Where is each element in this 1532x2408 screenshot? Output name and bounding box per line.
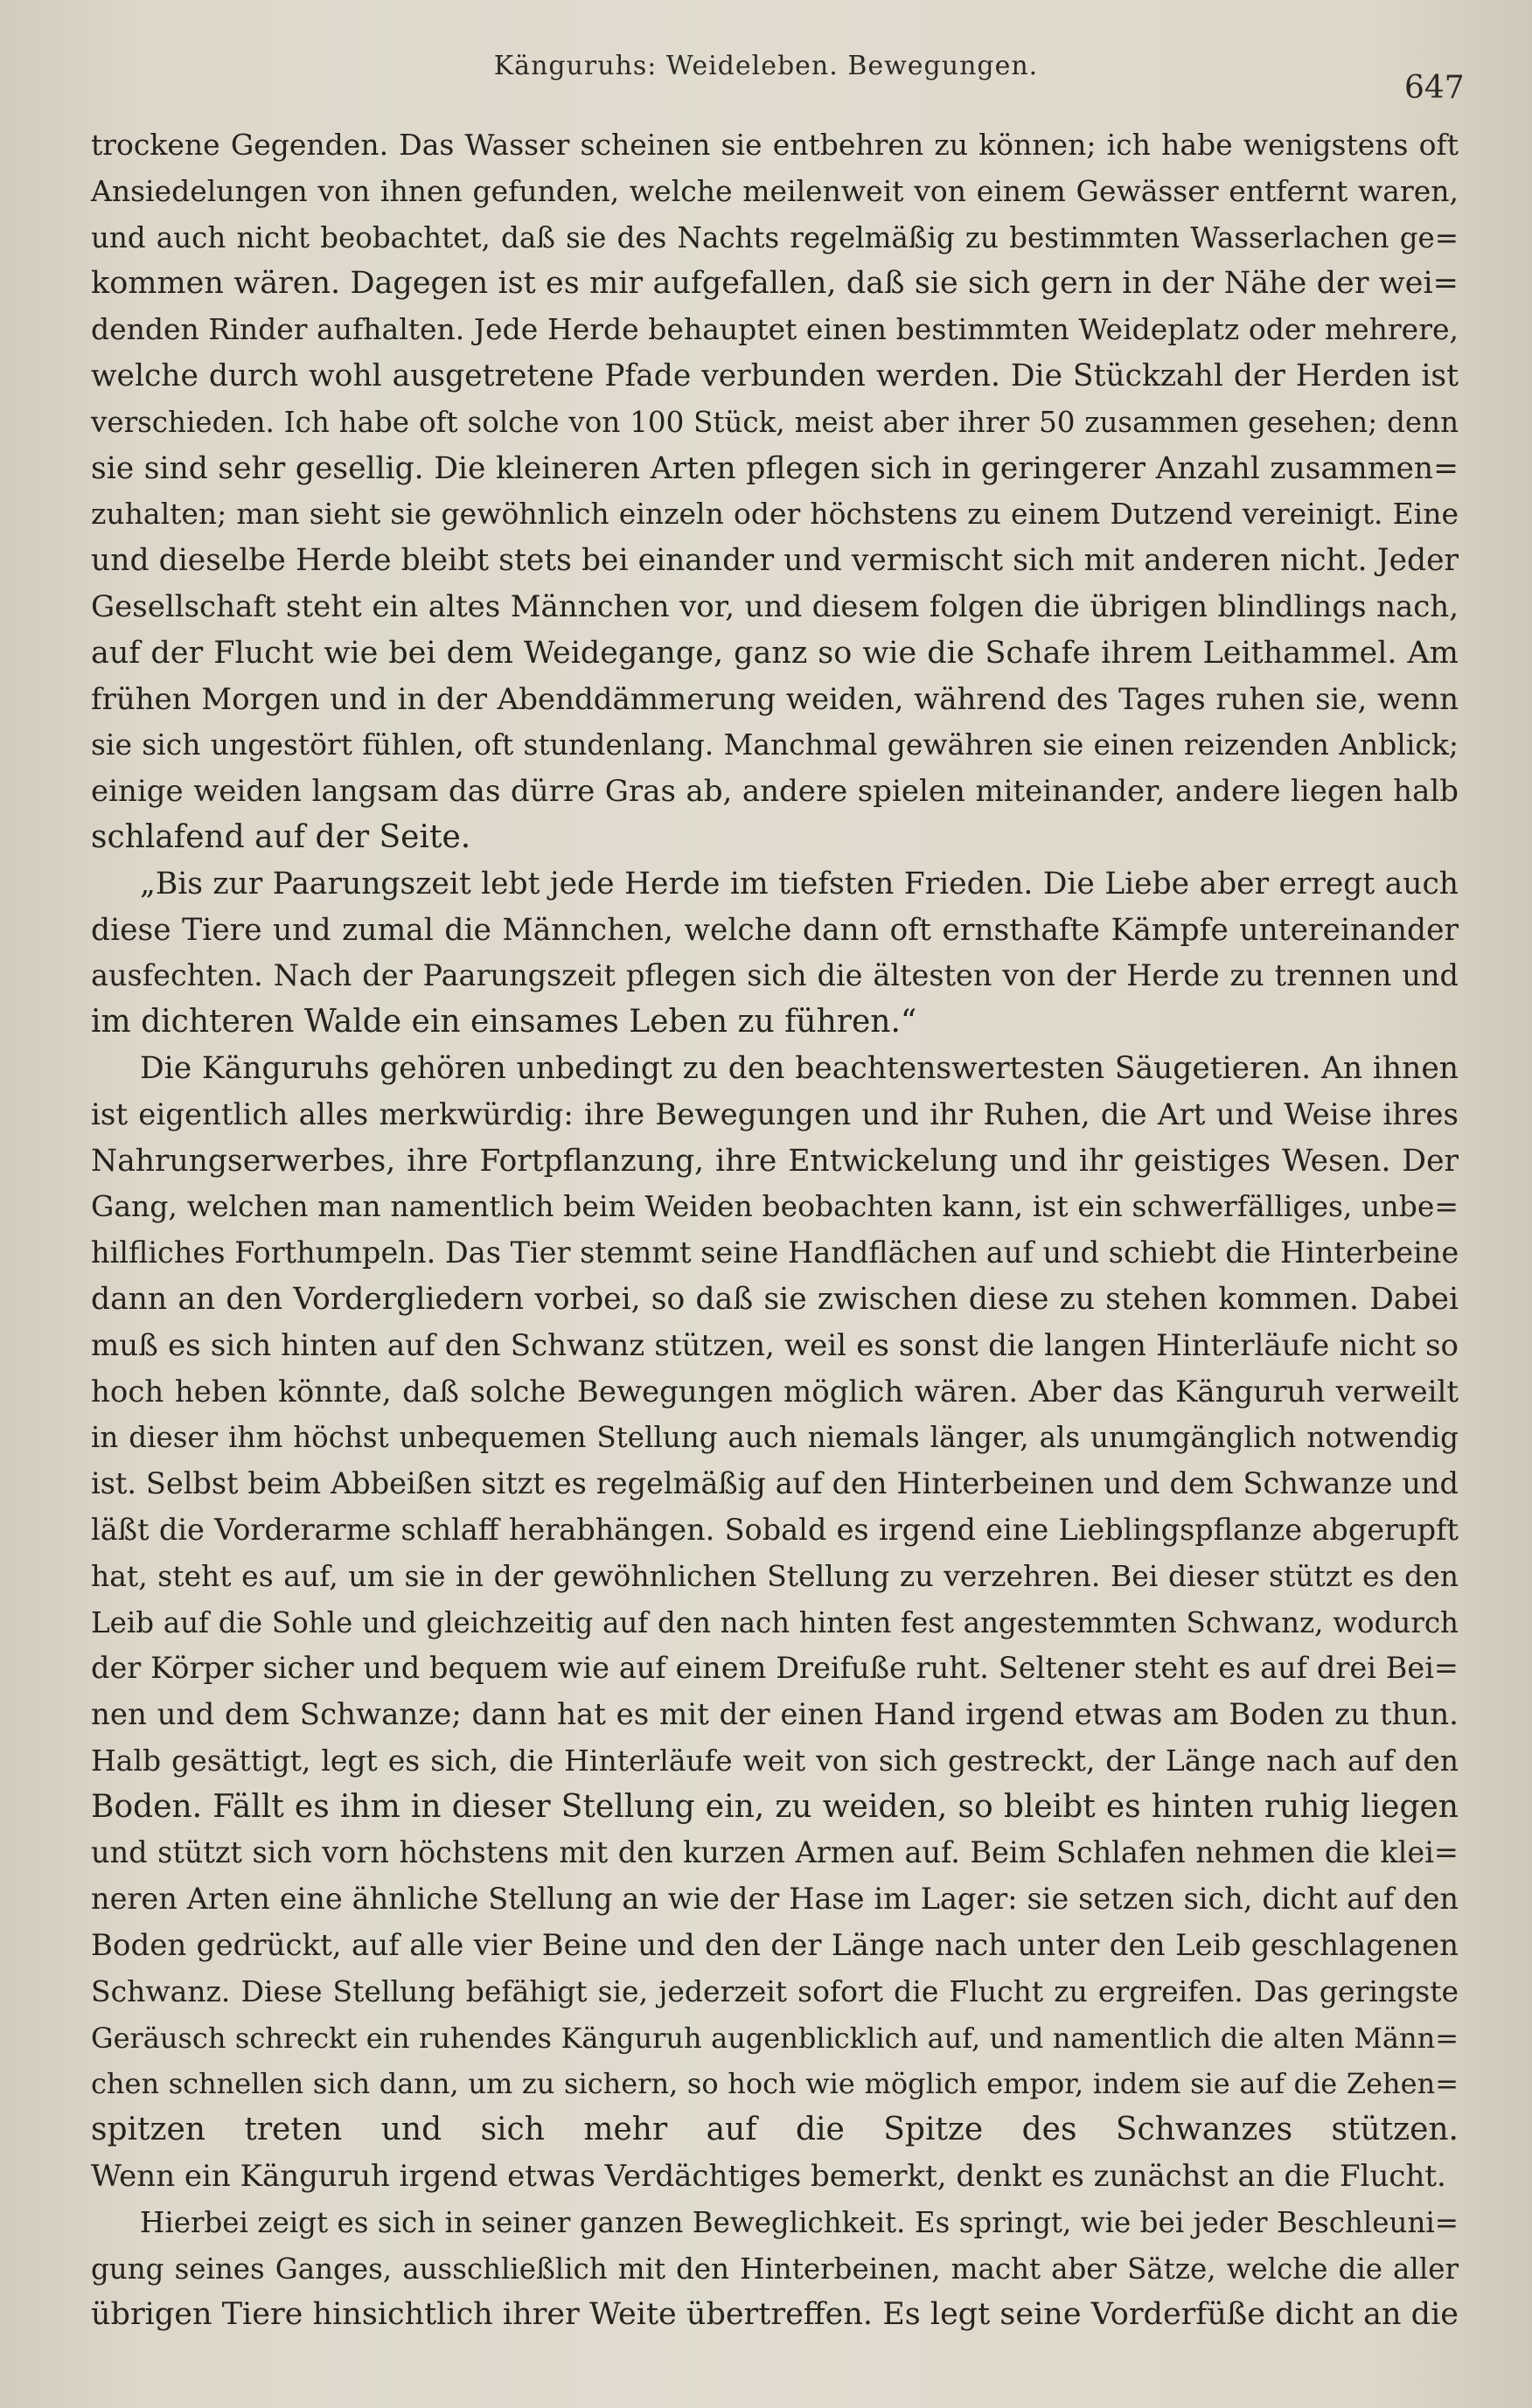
text-line: Wenn ein Känguruh irgend etwas Verdächtiges bemerkt, denkt es zunächst an die Flucht. (91, 2159, 1446, 2195)
text-line: sie sich ungestört fühlen, oft stundenlang. Manchmal gewähren sie einen reizenden Anblick; (91, 727, 1459, 762)
text-line: in dieser ihm höchst unbequemen Stellung auch niemals länger, als unumgänglich notwendig (91, 1421, 1459, 1455)
text-line: welche durch wohl ausgetretene Pfade verbunden werden. Die Stückzahl der Herden ist (91, 358, 1459, 393)
text-line: hat, steht es auf, um sie in der gewöhnlichen Stellung zu verzehren. Bei dieser stützt es den (91, 1558, 1459, 1593)
text-line: übrigen Tiere hinsichtlich ihrer Weite übertreffen. Es legt seine Vorderfüße dicht an die (91, 2297, 1459, 2333)
text-line: und stützt sich vorn höchstens mit den kurzen Armen auf. Beim Schlafen nehmen die klei= (91, 1835, 1459, 1870)
text-line: Leib auf die Sohle und gleichzeitig auf den nach hinten fest angestemmten Schwanz, wodurch (91, 1605, 1459, 1639)
text-line: Boden gedrückt, auf alle vier Beine und den der Länge nach unter den Leib geschlagenen (91, 1928, 1459, 1964)
text-line: schlafend auf der Seite. (91, 818, 471, 855)
text-line: ist eigentlich alles merkwürdig: ihre Bewegungen und ihr Ruhen, die Art und Weise ihres (91, 1096, 1459, 1132)
text-line: Nahrungserwerbes, ihre Fortpflanzung, ihre Entwickelung und ihr geistiges Wesen. Der (91, 1143, 1459, 1179)
text-line: denden Rinder aufhalten. Jede Herde behauptet einen bestimmten Weideplatz oder mehrere, (91, 312, 1459, 347)
text-line: läßt die Vorderarme schlaff herabhängen. Sobald es irgend eine Lieblingspflanze abgerupft (91, 1512, 1459, 1547)
text-line: chen schnellen sich dann, um zu sichern, so hoch wie möglich empor, indem sie auf die Zehen= (91, 2067, 1459, 2101)
text-line: Boden. Fällt es ihm in dieser Stellung ein, zu weiden, so bleibt es hinten ruhig liegen (91, 1788, 1459, 1825)
text-line: verschieden. Ich habe oft solche von 100 Stück, meist aber ihrer 50 zusammen gesehen; denn (91, 405, 1459, 439)
text-line: hilfliches Forthumpeln. Das Tier stemmt seine Handflächen auf und schiebt die Hinterbeine (91, 1235, 1459, 1270)
text-line: ist. Selbst beim Abbeißen sitzt es regelmäßig auf den Hinterbeinen und dem Schwanze und (91, 1466, 1459, 1501)
text-line: dann an den Vordergliedern vorbei, so daß sie zwischen diese zu stehen kommen. Dabei (91, 1281, 1459, 1317)
text-line: Hierbei zeigt es sich in seiner ganzen Beweglichkeit. Es springt, wie bei jeder Beschleuni= (140, 2205, 1459, 2239)
text-line: sie sind sehr gesellig. Die kleineren Arten pflegen sich in geringerer Anzahl zusammen= (91, 450, 1459, 486)
text-line: Die Känguruhs gehören unbedingt zu den beachtenswertesten Säugetieren. An ihnen (140, 1050, 1459, 1086)
text-line: hoch heben könnte, daß solche Bewegungen möglich wären. Aber das Känguruh verweilt (91, 1374, 1459, 1409)
text-line: Ansiedelungen von ihnen gefunden, welche meilenweit von einem Gewässer entfernt waren, (91, 173, 1459, 208)
text-line: kommen wären. Dagegen ist es mir aufgefallen, daß sie sich gern in der Nähe der wei= (91, 266, 1459, 302)
text-line: „Bis zur Paarungszeit lebt jede Herde im tiefsten Frieden. Die Liebe aber erregt auch (140, 866, 1459, 901)
text-line: auf der Flucht wie bei dem Weidegange, ganz so wie die Schafe ihrem Leithammel. Am (91, 635, 1459, 671)
text-line: und auch nicht beobachtet, daß sie des Nachts regelmäßig zu bestimmten Wasserlachen ge= (91, 220, 1459, 254)
text-line: trockene Gegenden. Das Wasser scheinen sie entbehren zu können; ich habe wenigstens oft (91, 128, 1459, 162)
text-line (91, 2338, 1459, 2384)
text-line: ausfechten. Nach der Paarungszeit pflegen sich die ältesten von der Herde zu trennen und (91, 958, 1459, 993)
text-line: spitzen treten und sich mehr auf die Spitze des Schwanzes stützen. (91, 2112, 1459, 2148)
text-line: neren Arten eine ähnliche Stellung an wie der Hase im Lager: sie setzen sich, dicht auf den (91, 1882, 1459, 1917)
running-head: Känguruhs: Weideleben. Bewegungen. (493, 51, 1039, 81)
text-line: nen und dem Schwanze; dann hat es mit der einen Hand irgend etwas am Boden zu thun. (91, 1697, 1459, 1733)
text-line: der Körper sicher und bequem wie auf einem Dreifuße ruht. Seltener steht es auf drei Bei= (91, 1651, 1459, 1686)
text-line: diese Tiere und zumal die Männchen, welche dann oft ernsthafte Kämpfe untereinander (91, 912, 1459, 948)
text-line: und dieselbe Herde bleibt stets bei einander und vermischt sich mit anderen nicht. Jeder (91, 543, 1459, 579)
text-line: Gang, welchen man namentlich beim Weiden beobachten kann, ist ein schwerfälliges, unbe= (91, 1189, 1459, 1224)
text-line: Gesellschaft steht ein altes Männchen vor, und diesem folgen die übrigen blindlings nach, (91, 588, 1459, 624)
text-line: Schwanz. Diese Stellung befähigt sie, jederzeit sofort die Flucht zu ergreifen. Das geringste (91, 1973, 1459, 2008)
text-line: frühen Morgen und in der Abenddämmerung weiden, während des Tages ruhen sie, wenn (91, 681, 1459, 717)
text-line: Geräusch schreckt ein ruhendes Känguruh augenblicklich auf, und namentlich die alten Männ= (91, 2021, 1459, 2055)
text-line: im dichteren Walde ein einsames Leben zu führen.“ (91, 1004, 917, 1040)
text-line: Halb gesättigt, legt es sich, die Hinterläufe weit von sich gestreckt, der Länge nach auf den (91, 1743, 1459, 1778)
text-line: zuhalten; man sieht sie gewöhnlich einzeln oder höchstens zu einem Dutzend vereinigt. Eine (91, 497, 1459, 532)
text-line: gung seines Ganges, ausschließlich mit den Hinterbeinen, macht aber Sätze, welche die aller (91, 2251, 1459, 2286)
text-line: einige weiden langsam das dürre Gras ab, andere spielen miteinander, andere liegen halb (91, 774, 1459, 810)
text-line: muß es sich hinten auf den Schwanz stützen, weil es sonst die langen Hinterläufe nicht so (91, 1327, 1459, 1363)
body-text (91, 122, 1459, 2384)
page-number: 647 (1404, 70, 1465, 106)
